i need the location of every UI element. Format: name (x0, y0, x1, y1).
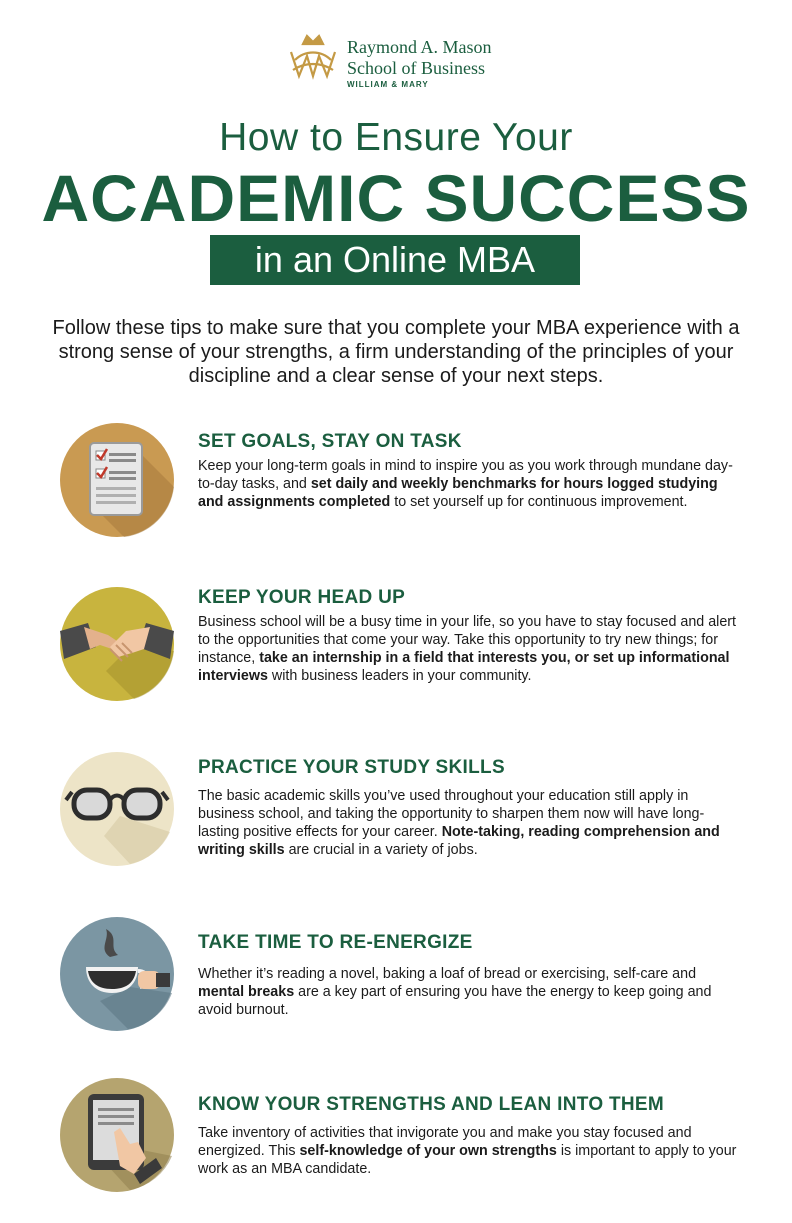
glasses-icon (60, 752, 174, 866)
tip-body-text: The basic academic skills you’ve used throughout your education still apply in business school, and taking the opportunity to sharpen them now will have long-lasting positive effects for your career. (198, 788, 705, 840)
tip-body (198, 965, 738, 1019)
tip-heading: SET GOALS, STAY ON TASK (198, 431, 462, 452)
tip-body (198, 613, 738, 685)
tip-heading: KNOW YOUR STRENGTHS AND LEAN INTO THEM (198, 1094, 664, 1115)
tip-heading: KEEP YOUR HEAD UP (198, 587, 406, 608)
tip-body-text: to set yourself up for continuous improvement. (390, 494, 688, 510)
title-line-2: ACADEMIC SUCCESS (41, 161, 751, 235)
crown-monogram-icon (285, 30, 341, 86)
logo-name (347, 37, 492, 79)
tip-body-text: Business school will be a busy time in your life, so you have to stay focused and alert to the opportunities that come your way. Take this opportunity to try new things; for instance, (198, 614, 737, 666)
intro-text: Follow these tips to make sure that you complete your MBA experience with a strong sense of your strengths, a firm understanding of the principles of your discipline and a clear sense of your next steps. (52, 317, 740, 387)
tip-body-emphasis: self-knowledge of your own strengths (299, 1143, 557, 1159)
tip-body (198, 1124, 738, 1178)
tip-body-text: with business leaders in your community. (267, 668, 532, 684)
tip-body-emphasis: mental breaks (198, 984, 295, 1000)
tip-body-emphasis: take an internship in a field that interests you, or set up informational interviews (198, 650, 730, 684)
tip-body (198, 787, 738, 859)
tip-heading: PRACTICE YOUR STUDY SKILLS (198, 757, 505, 778)
logo-line-1: Raymond A. Mason (347, 37, 492, 57)
title-line-1: How to Ensure Your (219, 116, 573, 159)
coffee-cup-icon (60, 917, 174, 1031)
tip-body-text: are crucial in a variety of jobs. (284, 842, 478, 858)
school-logo (285, 30, 545, 92)
checklist-icon (60, 423, 174, 537)
tip-body-text: is important to apply to your work as an MBA candidate. (198, 1143, 737, 1177)
tablet-icon (60, 1078, 174, 1192)
tip-body-text: Take inventory of activities that invigorate you and make you stay focused and energized. This (198, 1125, 692, 1159)
handshake-icon (60, 587, 174, 701)
logo-line-2: School of Business (347, 58, 486, 78)
tip-heading: TAKE TIME TO RE-ENERGIZE (198, 932, 473, 953)
tip-body-text: Keep your long-term goals in mind to inspire you as you work through mundane day-to-day tasks, and (198, 458, 733, 492)
tip-body-emphasis: set daily and weekly benchmarks for hours logged studying and assignments completed (198, 476, 718, 510)
tip-body-text: are a key part of ensuring you have the energy to keep going and avoid burnout. (198, 984, 712, 1018)
logo-subtitle: WILLIAM & MARY (347, 80, 429, 89)
tip-body (198, 457, 738, 511)
title-line-3: in an Online MBA (210, 235, 580, 285)
tip-body-text: Whether it’s reading a novel, baking a loaf of bread or exercising, self-care and (198, 966, 697, 982)
tip-body-emphasis: Note-taking, reading comprehension and writing skills (198, 824, 720, 858)
